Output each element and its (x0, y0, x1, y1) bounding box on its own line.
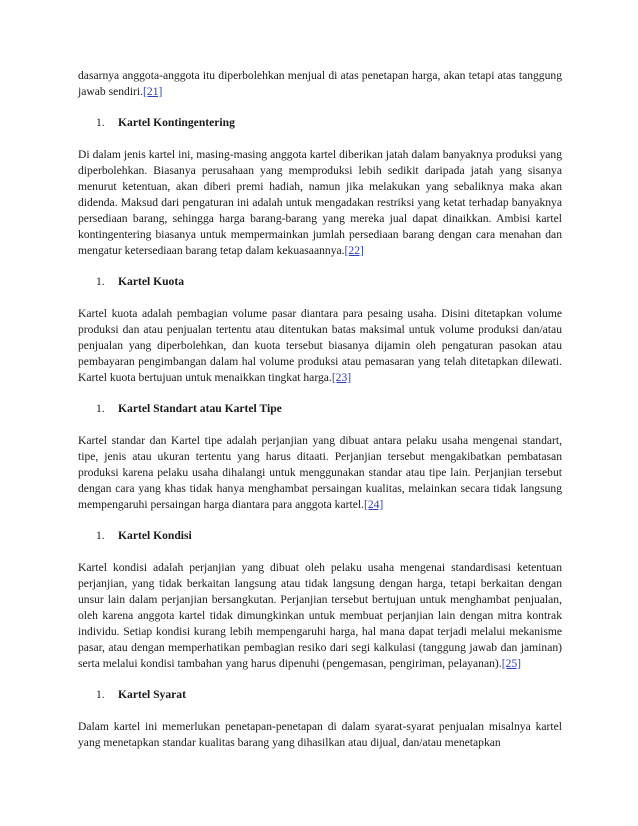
footnote-link-22[interactable]: [22] (344, 244, 364, 257)
section-title: Kartel Kontingentering (118, 116, 235, 129)
list-number: 1. (96, 402, 105, 415)
footnote-link-24[interactable]: [24] (363, 498, 384, 511)
section-text: Kartel standar dan Kartel tipe adalah perjanjian yang dibuat antara pelaku usaha mengenai standart, tipe, jenis atau ukuran tertentu yang harus ditaati. Perjanjian tersebut mengakibatkan pembatasan produksi karena pelaku usaha dihalangi untuk menggunakan standar atau tipe lain. Perjanjian tersebut dengan cara yang khas tidak hanya menghambat persaingan kualitas, melainkan secara tidak langsung mempengaruhi persaingan harga diantara para anggota kartel. (78, 434, 562, 511)
list-number: 1. (96, 116, 105, 129)
intro-paragraph (78, 68, 562, 100)
list-number: 1. (96, 275, 105, 288)
footnote-link-21[interactable]: [21] (143, 85, 163, 98)
document-page (78, 68, 562, 766)
section-heading-kondisi (78, 528, 562, 544)
section-title: Kartel Syarat (118, 688, 186, 701)
section-heading-kuota (78, 274, 562, 290)
intro-text: dasarnya anggota-anggota itu diperbolehkan menjual di atas penetapan harga, akan tetapi atas tanggung jawab sendiri. (78, 69, 562, 98)
list-number: 1. (96, 688, 105, 701)
section-text: Kartel kuota adalah pembagian volume pasar diantara para pesaing usaha. Disini ditetapkan volume produksi dan atau penjualan tertentu atau ditentukan batas maksimal untuk volume produksi dan/atau penjualan yang diperbolehkan, dan kuota tersebut biasanya dijamin oleh pengaturan pasokan atau pembayaran pengimbangan dalam hal volume produksi atau pemasaran yang telah ditetapkan dilewati. Kartel kuota bertujuan untuk menaikkan tingkat harga. (78, 307, 562, 384)
section-paragraph (78, 560, 562, 672)
section-heading-standart (78, 401, 562, 417)
section-paragraph (78, 147, 562, 259)
section-text: Kartel kondisi adalah perjanjian yang dibuat oleh pelaku usaha mengenai standardisasi ketentuan perjanjian, yang tidak berkaitan langsung atau tidak langsung dengan harga, tetapi berkaitan dengan unsur lain dalam perjanjian bersangkutan. Perjanjian tersebut bertujuan untuk menghambat penjualan, oleh karena anggota kartel tidak dimungkinkan untuk membuat perjanjian lain dengan mitra kontrak individu. Setiap kondisi kurang lebih mempengaruhi harga, hal mana dapat terjadi melalui mekanisme pasar, atau dengan memperhatikan pembagian resiko dari segi kalkulasi (tanggung jawab dan jaminan) serta melalui kondisi tambahan yang harus dipenuhi (pengemasan, pengiriman, pelayanan). (78, 561, 562, 670)
footnote-link-23[interactable]: [23] (331, 371, 352, 384)
section-text: Di dalam jenis kartel ini, masing-masing anggota kartel diberikan jatah dalam banyaknya produksi yang diperbolehkan. Biasanya perusahaan yang memproduksi lebih sedikit daripada jatah yang sisanya menurut ketentuan, akan diberi premi hadiah, namun jika melakukan yang sebaliknya maka akan didenda. Maksud dari pengaturan ini adalah untuk mengadakan restriksi yang ketat terhadap banyaknya persediaan barang, sehingga harga barang-barang yang mereka jual dapat dinaikkan. Ambisi kartel kontingentering biasanya untuk mempermainkan jumlah persediaan barang dengan cara menahan dan mengatur ketersediaan barang tetap dalam kekuasaannya. (78, 148, 562, 257)
section-text: Dalam kartel ini memerlukan penetapan-penetapan di dalam syarat-syarat penjualan misalnya kartel yang menetapkan standar kualitas barang yang dihasilkan atau dijual, dan/atau menetapkan (78, 720, 562, 749)
section-heading-syarat (78, 687, 562, 703)
section-title: Kartel Kuota (118, 275, 185, 288)
section-paragraph (78, 306, 562, 386)
list-number: 1. (96, 529, 105, 542)
section-heading-kontingentering (78, 115, 562, 131)
section-paragraph (78, 719, 562, 751)
section-title: Kartel Kondisi (118, 529, 192, 542)
footnote-link-25[interactable]: [25] (501, 657, 522, 670)
section-title: Kartel Standart atau Kartel Tipe (118, 402, 282, 415)
section-paragraph (78, 433, 562, 513)
